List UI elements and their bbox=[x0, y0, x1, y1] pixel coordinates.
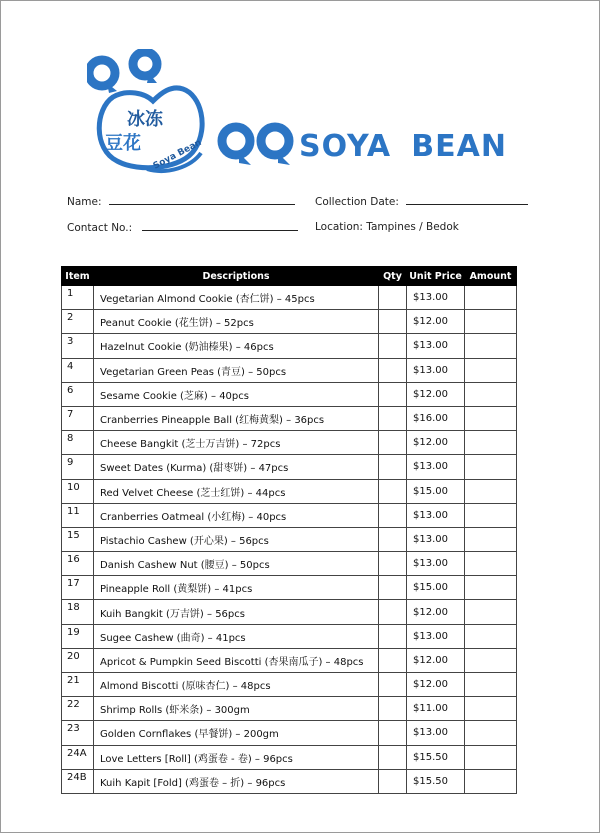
item-description: Hazelnut Cookie (奶油榛果) – 46pcs bbox=[94, 334, 379, 358]
amount-cell[interactable] bbox=[465, 552, 517, 576]
amount-cell[interactable] bbox=[465, 600, 517, 624]
unit-price: $12.00 bbox=[407, 310, 465, 334]
amount-cell[interactable] bbox=[465, 479, 517, 503]
table-row bbox=[62, 576, 517, 600]
qty-cell[interactable] bbox=[379, 406, 407, 430]
item-description: Danish Cashew Nut (腰豆) – 50pcs bbox=[94, 552, 379, 576]
unit-price: $13.00 bbox=[407, 721, 465, 745]
unit-price: $13.00 bbox=[407, 552, 465, 576]
unit-price: $15.00 bbox=[407, 479, 465, 503]
item-number: 8 bbox=[62, 431, 94, 455]
item-description: Shrimp Rolls (虾米条) – 300gm bbox=[94, 697, 379, 721]
unit-price: $11.00 bbox=[407, 697, 465, 721]
unit-price: $13.00 bbox=[407, 455, 465, 479]
table-row bbox=[62, 455, 517, 479]
item-description: Golden Cornflakes (早餐饼) – 200gm bbox=[94, 721, 379, 745]
logo-cn-line1: 冰冻 bbox=[127, 109, 163, 130]
qty-cell[interactable] bbox=[379, 479, 407, 503]
item-description: Sweet Dates (Kurma) (甜枣饼) – 47pcs bbox=[94, 455, 379, 479]
table-row bbox=[62, 721, 517, 745]
table-row bbox=[62, 431, 517, 455]
unit-price: $16.00 bbox=[407, 406, 465, 430]
item-number: 3 bbox=[62, 334, 94, 358]
qty-cell[interactable] bbox=[379, 745, 407, 769]
qty-cell[interactable] bbox=[379, 600, 407, 624]
qty-cell[interactable] bbox=[379, 697, 407, 721]
amount-cell[interactable] bbox=[465, 648, 517, 672]
amount-cell[interactable] bbox=[465, 431, 517, 455]
amount-cell[interactable] bbox=[465, 382, 517, 406]
amount-cell[interactable] bbox=[465, 769, 517, 793]
table-row bbox=[62, 358, 517, 382]
unit-price: $13.00 bbox=[407, 358, 465, 382]
item-description: Love Letters [Roll] (鸡蛋卷 - 卷) – 96pcs bbox=[94, 745, 379, 769]
item-number: 17 bbox=[62, 576, 94, 600]
unit-price: $13.00 bbox=[407, 334, 465, 358]
item-number: 7 bbox=[62, 406, 94, 430]
qty-cell[interactable] bbox=[379, 769, 407, 793]
item-description: Pineapple Roll (黄梨饼) – 41pcs bbox=[94, 576, 379, 600]
item-number: 24A bbox=[62, 745, 94, 769]
item-description: Cranberries Pineapple Ball (红梅黄梨) – 36pcs bbox=[94, 406, 379, 430]
amount-cell[interactable] bbox=[465, 406, 517, 430]
qty-cell[interactable] bbox=[379, 382, 407, 406]
item-description: Cranberries Oatmeal (小红梅) – 40pcs bbox=[94, 503, 379, 527]
table-row bbox=[62, 745, 517, 769]
item-number: 9 bbox=[62, 455, 94, 479]
table-row bbox=[62, 286, 517, 310]
header-descriptions: Descriptions bbox=[94, 267, 379, 286]
table-row bbox=[62, 673, 517, 697]
qty-cell[interactable] bbox=[379, 431, 407, 455]
qty-cell[interactable] bbox=[379, 527, 407, 551]
item-description: Peanut Cookie (花生饼) – 52pcs bbox=[94, 310, 379, 334]
table-row bbox=[62, 310, 517, 334]
unit-price: $12.00 bbox=[407, 382, 465, 406]
amount-cell[interactable] bbox=[465, 455, 517, 479]
item-number: 10 bbox=[62, 479, 94, 503]
collection-date-field[interactable] bbox=[406, 195, 528, 205]
table-row bbox=[62, 697, 517, 721]
qty-cell[interactable] bbox=[379, 624, 407, 648]
amount-cell[interactable] bbox=[465, 527, 517, 551]
item-description: Vegetarian Almond Cookie (杏仁饼) – 45pcs bbox=[94, 286, 379, 310]
item-description: Vegetarian Green Peas (青豆) – 50pcs bbox=[94, 358, 379, 382]
item-number: 19 bbox=[62, 624, 94, 648]
qty-cell[interactable] bbox=[379, 721, 407, 745]
name-field[interactable] bbox=[109, 195, 295, 205]
qty-cell[interactable] bbox=[379, 552, 407, 576]
qty-cell[interactable] bbox=[379, 334, 407, 358]
item-number: 18 bbox=[62, 600, 94, 624]
item-number: 1 bbox=[62, 286, 94, 310]
amount-cell[interactable] bbox=[465, 673, 517, 697]
table-row bbox=[62, 600, 517, 624]
amount-cell[interactable] bbox=[465, 745, 517, 769]
item-number: 22 bbox=[62, 697, 94, 721]
item-description: Sugee Cashew (曲奇) – 41pcs bbox=[94, 624, 379, 648]
amount-cell[interactable] bbox=[465, 721, 517, 745]
unit-price: $12.00 bbox=[407, 431, 465, 455]
qty-cell[interactable] bbox=[379, 673, 407, 697]
table-row bbox=[62, 552, 517, 576]
logo-cn-line2: 豆花 bbox=[105, 133, 141, 154]
collection-date-label: Collection Date: bbox=[315, 196, 399, 208]
amount-cell[interactable] bbox=[465, 334, 517, 358]
table-row bbox=[62, 382, 517, 406]
brand-word-1: SOYA bbox=[299, 128, 392, 164]
location-label: Location: Tampines / Bedok bbox=[315, 221, 459, 233]
table-row bbox=[62, 503, 517, 527]
contact-field[interactable] bbox=[142, 221, 298, 231]
header-amount: Amount bbox=[465, 267, 517, 286]
item-number: 16 bbox=[62, 552, 94, 576]
name-label: Name: bbox=[67, 196, 102, 208]
qq-letters-icon bbox=[217, 121, 299, 169]
qty-cell[interactable] bbox=[379, 503, 407, 527]
unit-price: $13.00 bbox=[407, 527, 465, 551]
amount-cell[interactable] bbox=[465, 310, 517, 334]
unit-price: $15.00 bbox=[407, 576, 465, 600]
item-description: Red Velvet Cheese (芝士红饼) – 44pcs bbox=[94, 479, 379, 503]
item-number: 4 bbox=[62, 358, 94, 382]
unit-price: $13.00 bbox=[407, 503, 465, 527]
item-description: Kuih Bangkit (万吉饼) – 56pcs bbox=[94, 600, 379, 624]
item-number: 6 bbox=[62, 382, 94, 406]
unit-price: $13.00 bbox=[407, 624, 465, 648]
item-number: 24B bbox=[62, 769, 94, 793]
amount-cell[interactable] bbox=[465, 358, 517, 382]
item-number: 23 bbox=[62, 721, 94, 745]
header-unit-price: Unit Price bbox=[407, 267, 465, 286]
table-row bbox=[62, 527, 517, 551]
item-number: 11 bbox=[62, 503, 94, 527]
header-qty: Qty bbox=[379, 267, 407, 286]
table-row bbox=[62, 406, 517, 430]
table-row bbox=[62, 769, 517, 793]
table-header-row bbox=[62, 267, 517, 286]
item-description: Apricot & Pumpkin Seed Biscotti (杏果南瓜子) – 48pcs bbox=[94, 648, 379, 672]
brand-word-2: BEAN bbox=[411, 128, 507, 164]
table-row bbox=[62, 648, 517, 672]
item-description: Pistachio Cashew (开心果) – 56pcs bbox=[94, 527, 379, 551]
qty-cell[interactable] bbox=[379, 576, 407, 600]
item-number: 2 bbox=[62, 310, 94, 334]
qty-cell[interactable] bbox=[379, 455, 407, 479]
unit-price: $12.00 bbox=[407, 648, 465, 672]
item-number: 21 bbox=[62, 673, 94, 697]
amount-cell[interactable] bbox=[465, 576, 517, 600]
table-row bbox=[62, 334, 517, 358]
unit-price: $15.50 bbox=[407, 745, 465, 769]
brand-name bbox=[299, 129, 507, 162]
unit-price: $15.50 bbox=[407, 769, 465, 793]
table-row bbox=[62, 479, 517, 503]
qty-cell[interactable] bbox=[379, 648, 407, 672]
unit-price: $13.00 bbox=[407, 286, 465, 310]
item-number: 20 bbox=[62, 648, 94, 672]
amount-cell[interactable] bbox=[465, 624, 517, 648]
order-table bbox=[61, 266, 517, 794]
brand-wordmark bbox=[217, 121, 507, 169]
qty-cell[interactable] bbox=[379, 286, 407, 310]
amount-cell[interactable] bbox=[465, 286, 517, 310]
item-description: Cheese Bangkit (芝士万吉饼) – 72pcs bbox=[94, 431, 379, 455]
header-item: Item bbox=[62, 267, 94, 286]
table-row bbox=[62, 624, 517, 648]
unit-price: $12.00 bbox=[407, 673, 465, 697]
item-description: Sesame Cookie (芝麻) – 40pcs bbox=[94, 382, 379, 406]
item-number: 15 bbox=[62, 527, 94, 551]
item-description: Kuih Kapit [Fold] (鸡蛋卷 – 折) – 96pcs bbox=[94, 769, 379, 793]
amount-cell[interactable] bbox=[465, 697, 517, 721]
qty-cell[interactable] bbox=[379, 310, 407, 334]
contact-label: Contact No.: bbox=[67, 222, 133, 234]
unit-price: $12.00 bbox=[407, 600, 465, 624]
amount-cell[interactable] bbox=[465, 503, 517, 527]
brand-logo bbox=[87, 49, 213, 177]
qty-cell[interactable] bbox=[379, 358, 407, 382]
logo-small-brand: Soya Bean bbox=[151, 137, 204, 172]
qq-mascot-icon bbox=[87, 49, 213, 177]
item-description: Almond Biscotti (原味杏仁) – 48pcs bbox=[94, 673, 379, 697]
